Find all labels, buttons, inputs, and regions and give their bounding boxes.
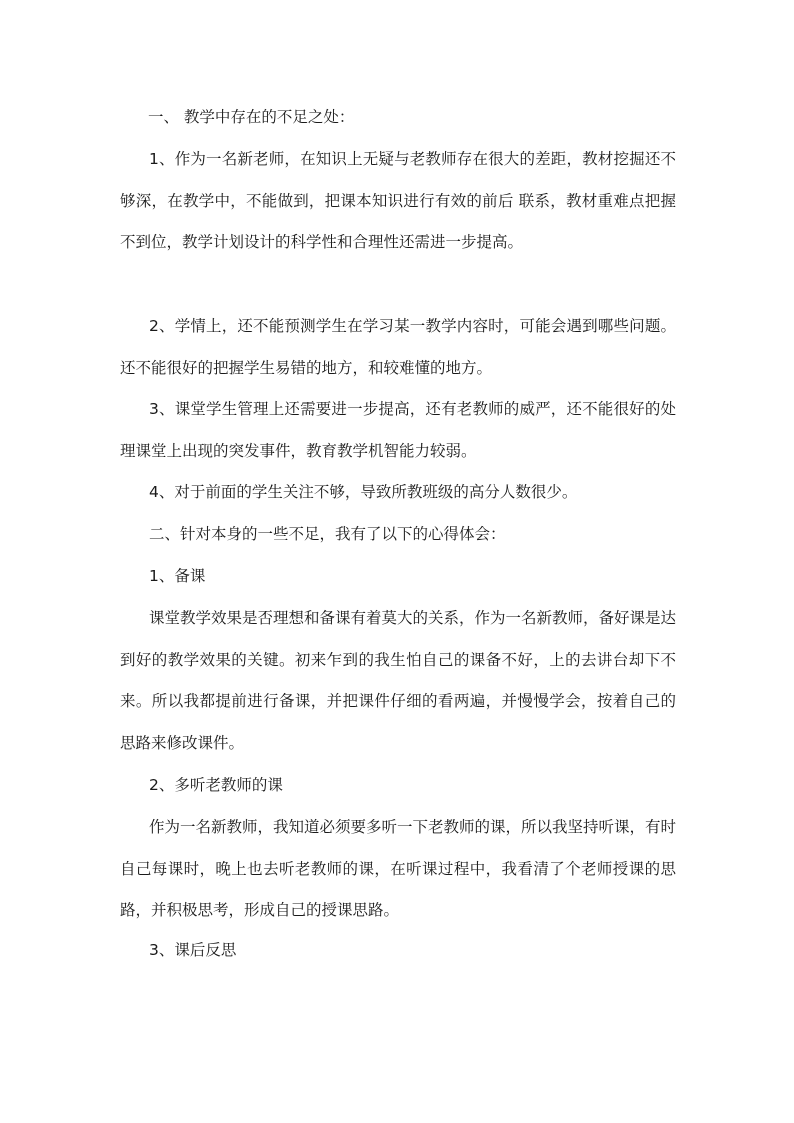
subsection-1-title: 1、备课: [149, 567, 206, 585]
subsection-1-body: 课堂教学效果是否理想和备课有着莫大的关系，作为一名新教师，备好课是达到好的教学效果的关键。初来乍到的我生怕自己的课备不好，上的去讲台却下不来。所以我都提前进行备课，并把课件仔细的看两遍，并慢慢学会，按着自己的思路来修改课件。: [120, 609, 677, 752]
section-2-title: 二、针对本身的一些不足，我有了以下的心得体会：: [149, 525, 506, 543]
item-2-paragraph: 2、学情上，还不能预测学生在学习某一教学内容时，可能会遇到哪些问题。还不能很好的把握学生易错的地方，和较难懂的地方。: [120, 317, 676, 377]
item-3-paragraph: 3、课堂学生管理上还需要进一步提高，还有老教师的威严，还不能很好的处理课堂上出现的突发事件，教育教学机智能力较弱。: [120, 400, 676, 460]
section-1-title: 一、 教学中存在的不足之处：: [148, 108, 355, 126]
subsection-3-title: 3、课后反思: [149, 941, 237, 959]
subsection-2-title: 2、多听老教师的课: [149, 776, 283, 794]
item-4-paragraph: 4、对于前面的学生关注不够，导致所教班级的高分人数很少。: [149, 483, 578, 501]
subsection-2-body: 作为一名新教师，我知道必须要多听一下老教师的课，所以我坚持听课，有时自己每课时，晚上也去听老教师的课，在听课过程中，我看清了个老师授课的思路，并积极思考，形成自己的授课思路。: [120, 818, 677, 919]
item-1-paragraph: 1、作为一名新老师，在知识上无疑与老教师存在很大的差距，教材挖掘还不够深，在教学中，不能做到，把课本知识进行有效的前后 联系，教材重难点把握不到位，教学计划设计的科学性和合理性还需进一步提高。: [120, 150, 676, 251]
